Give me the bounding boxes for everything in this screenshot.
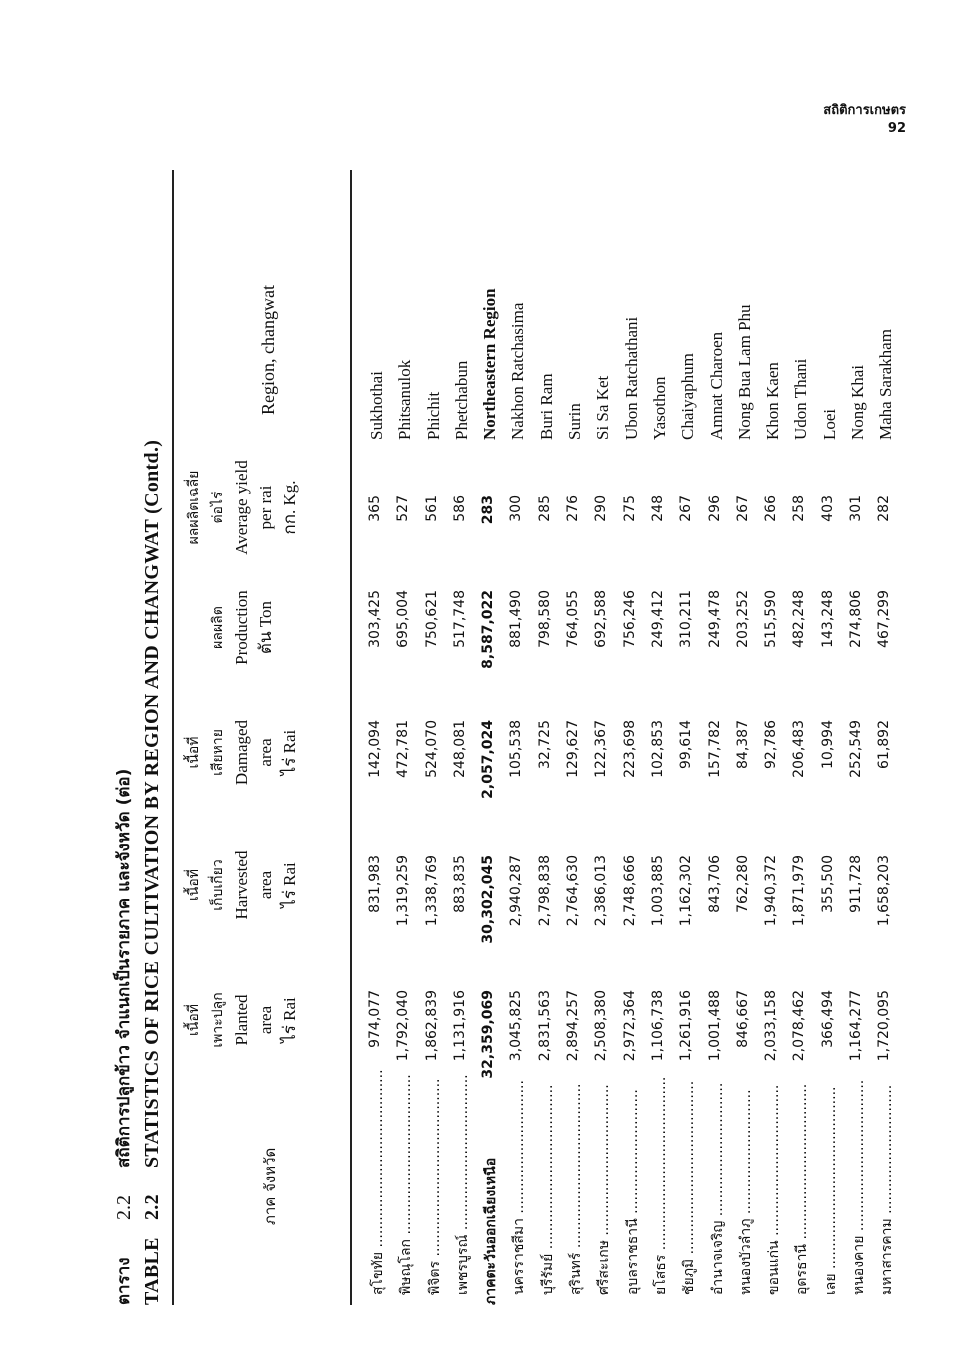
row-name-thai: หนองบัวลำภู ............................	[737, 1089, 754, 1295]
cell-production: 750,621	[423, 590, 440, 648]
cell-harvested: 1,940,372	[763, 855, 780, 927]
cell-yield: 301	[848, 495, 865, 522]
cell-damaged: 99,614	[678, 720, 695, 769]
cell-production: 756,246	[621, 590, 638, 648]
cell-yield: 267	[678, 495, 695, 522]
cell-harvested: 30,302,045	[480, 855, 497, 944]
cell-planted: 846,667	[734, 990, 751, 1048]
cell-harvested: 2,764,630	[565, 855, 582, 927]
cell-damaged: 10,994	[819, 720, 836, 769]
cell-damaged: 472,781	[395, 720, 412, 778]
cell-harvested: 1,338,769	[423, 855, 440, 927]
row-name-english: Phitsanulok	[395, 359, 415, 440]
cell-yield: 276	[565, 495, 582, 522]
cell-planted: 1,164,277	[848, 990, 865, 1062]
title-english	[138, 105, 166, 1305]
cell-damaged: 252,549	[848, 720, 865, 778]
cell-damaged: 524,070	[423, 720, 440, 778]
cell-harvested: 1,871,979	[791, 855, 808, 927]
cell-damaged: 61,892	[876, 720, 893, 769]
cell-planted: 2,508,380	[593, 990, 610, 1062]
table-row	[676, 170, 704, 1305]
row-name-thai: พิษณุโลก ....................................	[398, 1074, 415, 1295]
cell-planted: 1,131,916	[451, 990, 468, 1062]
table-row	[535, 170, 563, 1305]
cell-production: 203,252	[734, 590, 751, 648]
cell-damaged: 102,853	[649, 720, 666, 778]
table-row	[705, 170, 733, 1305]
cell-harvested: 2,798,838	[536, 855, 553, 927]
cell-yield: 296	[706, 495, 723, 522]
row-name-thai: เพชรบูรณ์ ...................................	[454, 1074, 471, 1295]
header-harvested: เนื้อที่ เก็บเกี่ยว Harvested area ไร่ Rai	[186, 850, 299, 920]
cell-planted: 1,261,916	[678, 990, 695, 1062]
cell-planted: 1,001,488	[706, 990, 723, 1062]
cell-damaged: 157,782	[706, 720, 723, 778]
cell-yield: 586	[451, 495, 468, 522]
cell-production: 303,425	[367, 590, 383, 648]
row-name-thai: หนองคาย ..................................	[851, 1079, 868, 1295]
cell-planted: 1,862,839	[423, 990, 440, 1062]
header-region-english: Region, changwat	[258, 285, 278, 415]
cell-harvested: 1,658,203	[876, 855, 893, 927]
table-row	[789, 170, 817, 1305]
cell-planted: 2,972,364	[621, 990, 638, 1062]
table-body	[365, 170, 903, 1305]
cell-harvested: 1,319,259	[395, 855, 412, 927]
row-name-english: Loei	[819, 408, 839, 440]
cell-production: 764,055	[565, 590, 582, 648]
header-region-thai: ภาค จังหวัด	[261, 1147, 279, 1225]
row-name-thai: สุรินทร์ .....................................	[568, 1083, 585, 1295]
cell-damaged: 84,387	[734, 720, 751, 769]
row-name-thai: ยโสธร .......................................	[652, 1076, 669, 1295]
row-name-thai: อำนาจเจริญ ..............................	[709, 1082, 726, 1295]
cell-damaged: 32,725	[536, 720, 553, 769]
row-name-thai: อุดรธานี ...................................	[794, 1083, 811, 1295]
cell-damaged: 248,081	[451, 720, 468, 778]
cell-yield: 527	[395, 495, 412, 522]
title-thai	[110, 105, 138, 1305]
row-name-english: Phichit	[423, 391, 443, 440]
cell-yield: 266	[763, 495, 780, 522]
cell-yield: 300	[508, 495, 525, 522]
cell-harvested: 355,500	[819, 855, 836, 913]
table-row	[422, 170, 450, 1305]
row-name-english: Maha Sarakham	[876, 329, 896, 440]
cell-damaged: 206,483	[791, 720, 808, 778]
cell-yield: 561	[423, 495, 440, 522]
cell-production: 692,588	[593, 590, 610, 648]
title-en-text: STATISTICS OF RICE CULTIVATION BY REGION AND CHANGWAT (Contd.)	[141, 439, 163, 1168]
table-row	[648, 170, 676, 1305]
cell-damaged: 122,367	[593, 720, 610, 778]
row-name-english: Ubon Ratchathani	[621, 316, 641, 440]
rotated-table-page	[90, 95, 896, 1305]
row-name-thai: นครราชสีมา ..............................	[511, 1080, 528, 1295]
title-en-label: TABLE	[141, 1237, 163, 1305]
cell-harvested: 2,940,287	[508, 855, 525, 927]
cell-production: 249,412	[649, 590, 666, 648]
cell-harvested: 1,003,885	[649, 855, 666, 927]
table-row	[365, 170, 393, 1305]
cell-production: 517,748	[451, 590, 468, 648]
cell-production: 274,806	[848, 590, 865, 648]
row-name-english: Nong Bua Lam Phu	[734, 304, 754, 440]
cell-production: 881,490	[508, 590, 525, 648]
cell-planted: 974,077	[367, 990, 383, 1048]
cell-production: 515,590	[763, 590, 780, 648]
cell-damaged: 142,094	[367, 720, 383, 778]
cell-damaged: 2,057,024	[480, 720, 497, 799]
cell-planted: 1,106,738	[649, 990, 666, 1062]
cell-yield: 365	[367, 495, 383, 522]
cell-harvested: 911,728	[848, 855, 865, 913]
row-name-english: Phetchabun	[451, 360, 471, 440]
row-name-thai: ขอนแก่น ..................................	[766, 1084, 783, 1295]
header-average-yield: ผลผลิตเฉลี่ย ต่อไร่ Average yield per rai กก. Kg.	[186, 460, 299, 555]
cell-yield: 283	[480, 495, 497, 525]
row-name-english: Sukhothai	[367, 371, 386, 440]
cell-harvested: 1,162,302	[678, 855, 695, 927]
cell-yield: 403	[819, 495, 836, 522]
title-thai-text: สถิติการปลูกข้าว จำแนกเป็นรายภาค และจังหวัด (ต่อ)	[114, 768, 134, 1168]
table-row	[450, 170, 478, 1305]
cell-damaged: 92,786	[763, 720, 780, 769]
table-row	[818, 170, 846, 1305]
title-thai-number: 2.2	[113, 1195, 135, 1220]
table-row	[478, 170, 506, 1305]
row-name-english: Northeastern Region	[480, 288, 500, 440]
row-name-english: Surin	[565, 403, 585, 440]
cell-harvested: 2,386,013	[593, 855, 610, 927]
row-name-thai: ศรีสะเกษ ..................................	[596, 1084, 613, 1295]
cell-yield: 282	[876, 495, 893, 522]
table-top-rule	[172, 170, 174, 1305]
row-name-english: Buri Ram	[536, 373, 556, 440]
cell-harvested: 762,280	[734, 855, 751, 913]
row-name-english: Udon Thani	[791, 358, 811, 440]
table-header-rule	[350, 170, 352, 1305]
cell-planted: 366,494	[819, 990, 836, 1048]
header-damaged: เนื้อที่ เสียหาย Damaged area ไร่ Rai	[186, 719, 299, 786]
cell-production: 467,299	[876, 590, 893, 648]
cell-planted: 2,894,257	[565, 990, 582, 1062]
cell-harvested: 883,835	[451, 855, 468, 913]
row-name-english: Khon Kaen	[763, 362, 783, 440]
table-row	[591, 170, 619, 1305]
cell-yield: 248	[649, 495, 666, 522]
cell-yield: 258	[791, 495, 808, 522]
header-planted: เนื้อที่ เพาะปลูก Planted area ไร่ Rai	[186, 992, 299, 1048]
table-row	[393, 170, 421, 1305]
row-name-english: Nong Khai	[848, 364, 868, 440]
cell-planted: 2,831,563	[536, 990, 553, 1062]
cell-planted: 3,045,825	[508, 990, 525, 1062]
row-name-english: Amnat Charoen	[706, 331, 726, 440]
cell-planted: 2,033,158	[763, 990, 780, 1062]
cell-harvested: 2,748,666	[621, 855, 638, 927]
row-name-thai: มหาสารคาม .............................	[879, 1084, 896, 1295]
cell-yield: 267	[734, 495, 751, 522]
cell-production: 695,004	[395, 590, 412, 648]
table-row	[733, 170, 761, 1305]
table-row	[563, 170, 591, 1305]
cell-planted: 1,720,095	[876, 990, 893, 1062]
row-name-thai: บุรีรัมย์ .....................................	[539, 1084, 556, 1295]
table-row	[620, 170, 648, 1305]
row-name-thai: สุโขทัย ........................................	[370, 1069, 386, 1295]
row-name-thai: เลย .........................................	[822, 1086, 839, 1295]
cell-production: 798,580	[536, 590, 553, 648]
row-name-thai: ภาคตะวันออกเฉียงเหนือ	[483, 1157, 500, 1305]
row-name-english: Chaiyaphum	[678, 353, 698, 440]
cell-yield: 275	[621, 495, 638, 522]
cell-harvested: 831,983	[367, 855, 383, 913]
page-number: 92	[887, 121, 906, 136]
cell-production: 310,211	[678, 590, 695, 648]
cell-yield: 290	[593, 495, 610, 522]
table-title	[110, 105, 166, 1305]
cell-harvested: 843,706	[706, 855, 723, 913]
row-name-english: Si Sa Ket	[593, 375, 613, 440]
table-row	[761, 170, 789, 1305]
table-row	[846, 170, 874, 1305]
cell-production: 249,478	[706, 590, 723, 648]
row-name-english: Yasothon	[649, 376, 669, 440]
cell-damaged: 223,698	[621, 720, 638, 778]
row-name-thai: พิจิตร ........................................	[426, 1078, 443, 1295]
book-title: สถิติการเกษตร	[823, 103, 906, 118]
table-row	[874, 170, 902, 1305]
row-name-thai: อุบลราชธานี ............................	[624, 1089, 641, 1295]
cell-planted: 32,359,069	[480, 990, 497, 1079]
title-thai-label: ตาราง	[114, 1257, 134, 1305]
table-row	[506, 170, 534, 1305]
cell-planted: 1,792,040	[395, 990, 412, 1062]
header-production: ผลผลิต Production ตัน Ton	[210, 590, 275, 665]
cell-damaged: 129,627	[565, 720, 582, 778]
cell-production: 482,248	[791, 590, 808, 648]
cell-production: 143,248	[819, 590, 836, 648]
cell-damaged: 105,538	[508, 720, 525, 778]
row-name-english: Nakhon Ratchasima	[508, 302, 528, 440]
cell-yield: 285	[536, 495, 553, 522]
cell-production: 8,587,022	[480, 590, 497, 669]
cell-planted: 2,078,462	[791, 990, 808, 1062]
row-name-thai: ชัยภูมิ .......................................	[681, 1080, 698, 1295]
title-en-number: 2.2	[141, 1194, 163, 1220]
